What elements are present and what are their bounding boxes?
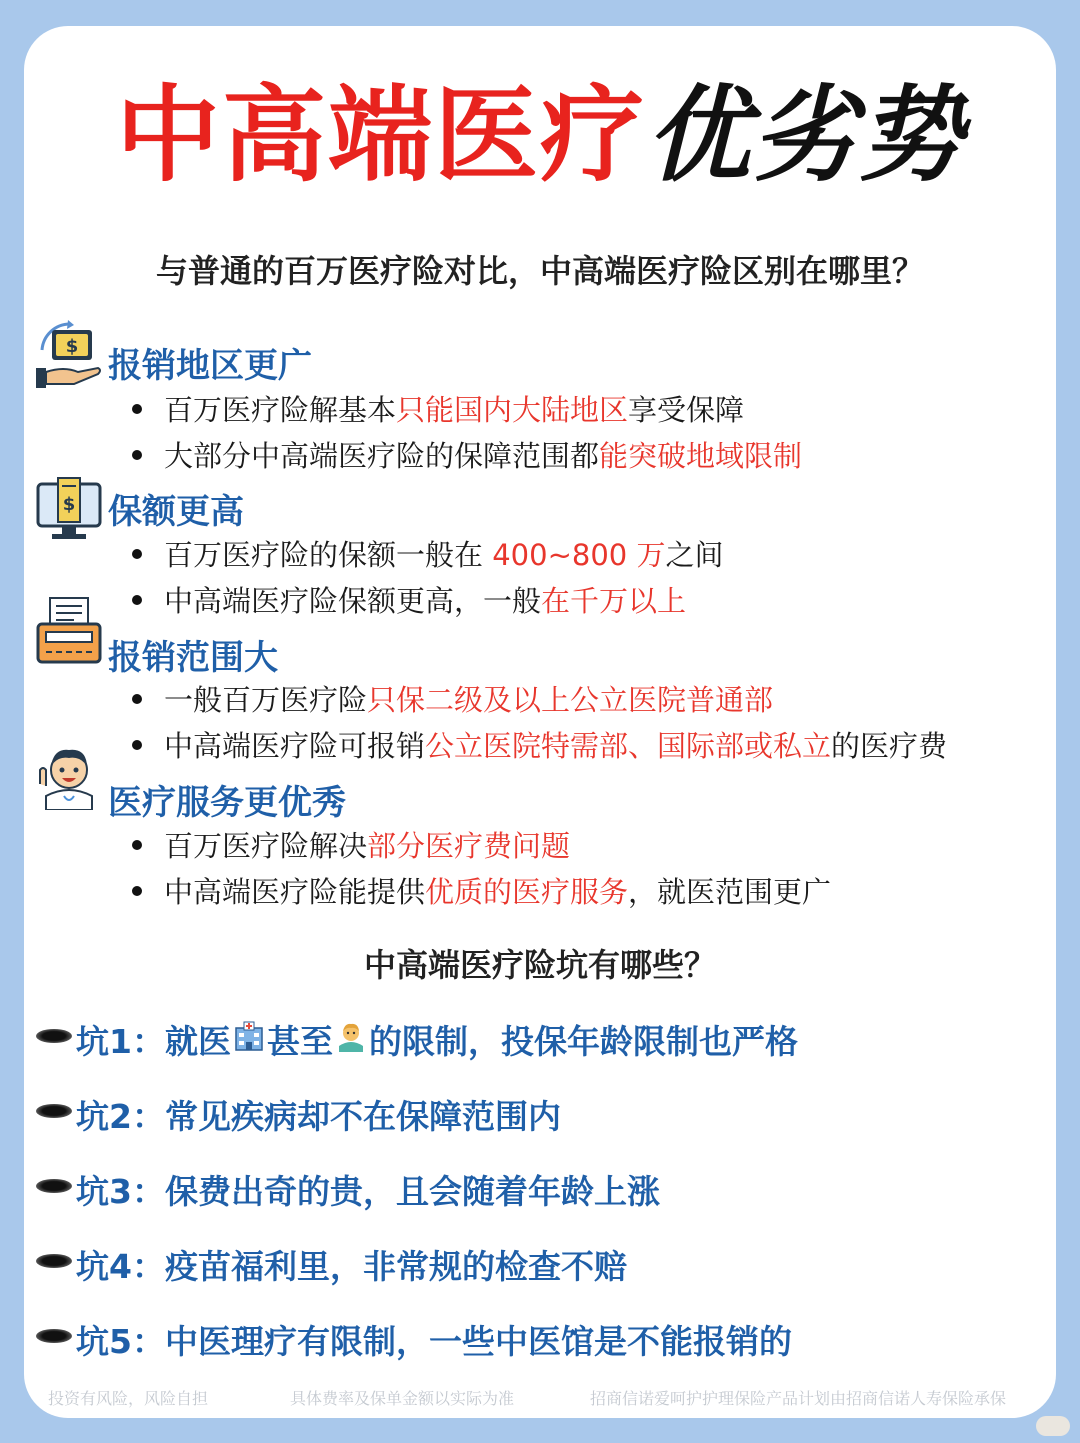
bullet-dot-icon [132,740,142,750]
bullet-highlight: 能突破地域限制 [599,439,803,473]
title-black-part: 优劣势 [646,74,965,196]
bullet-highlight: 只保二级及以上公立医院普通部 [367,683,774,717]
bullet-text: 的医疗费 [831,729,948,763]
hole-icon [36,1254,72,1268]
bullet-dot-icon [132,886,142,896]
svg-text:$: $ [62,494,76,515]
pit-text: 甚至 [266,1022,333,1061]
footer-disclaimer-risk: 投资有风险，风险自担 [48,1389,209,1408]
doctor-icon [34,740,104,810]
bullet-item [132,390,744,430]
pits-question: 中高端医疗险坑有哪些？ [363,946,716,984]
bullet-text: 百万医疗险解基本 [164,393,397,427]
bullet-dot-icon [132,694,142,704]
bullet-text: 百万医疗险的保额一般在 [164,538,493,572]
receipt-printer-icon [34,596,104,666]
bullet-text: ，就医范围更广 [628,875,832,909]
footer-disclaimer-rate: 具体费率及保单金额以实际为准 [290,1389,515,1408]
bullet-highlight: 只能国内大陆地区 [396,393,629,427]
bullet-text: 百万医疗险解决 [164,829,368,863]
bullet-text: 中高端医疗险能提供 [164,875,426,909]
footer-disclaimer-insurer: 招商信诺爱呵护护理保险产品计划由招商信诺人寿保险承保 [590,1389,1007,1408]
bullet-highlight: 在千万以上 [541,584,687,618]
bullet-text: 中高端医疗险可报销 [164,729,426,763]
pit-text: 坑1：就医 [76,1022,231,1061]
bullet-highlight: 公立医院特需部、国际部或私立 [425,729,832,763]
bullet-text: 享受保障 [628,393,745,427]
bullet-item [132,680,773,720]
pit-text: 坑4：疫苗福利里，非常规的检查不赔 [76,1247,627,1286]
section-heading-amount: 保额更高 [108,492,244,532]
pit-text: 坑2：常见疾病却不在保障范围内 [76,1097,561,1136]
pit-item [36,1241,627,1287]
bullet-item [132,581,686,621]
bullet-dot-icon [132,840,142,850]
hole-icon [36,1104,72,1118]
bullet-dot-icon [132,404,142,414]
pit-text: 的限制，投保年龄限制也严格 [368,1022,798,1061]
bullet-text: 之间 [665,538,724,572]
hole-icon [36,1179,72,1193]
bullet-item [132,726,947,766]
money-hand-icon [34,320,104,390]
bullet-item [132,872,831,912]
bullet-text: 大部分中高端医疗险的保障范围都 [164,439,600,473]
bullet-dot-icon [132,450,142,460]
hole-icon [36,1029,72,1043]
section-heading-region: 报销地区更广 [108,346,312,386]
health-worker-icon [335,1020,367,1052]
bullet-item [132,826,570,866]
bullet-highlight: 部分医疗费问题 [367,829,571,863]
bullet-highlight: 400~800 万 [492,538,666,572]
page-title [0,70,1080,200]
bullet-dot-icon [132,595,142,605]
bullet-item [132,535,723,575]
invoice-monitor-icon [34,474,104,544]
hole-icon [36,1329,72,1343]
bullet-dot-icon [132,549,142,559]
section-heading-service: 医疗服务更优秀 [108,783,346,823]
pit-text: 坑5：中医理疗有限制，一些中医馆是不能报销的 [76,1322,792,1361]
bullet-item [132,436,802,476]
comparison-question: 与普通的百万医疗险对比，中高端医疗险区别在哪里？ [155,252,924,290]
bullet-text: 中高端医疗险保额更高，一般 [164,584,542,618]
section-heading-scope: 报销范围大 [108,638,278,678]
pit-item [36,1016,798,1062]
bullet-text: 一般百万医疗险 [164,683,368,717]
pit-item [36,1091,561,1137]
hospital-icon [233,1020,265,1052]
pit-item [36,1316,792,1362]
watermark-badge [1036,1416,1070,1436]
svg-text:$: $ [65,336,79,357]
pit-text: 坑3：保费出奇的贵，且会随着年龄上涨 [76,1172,660,1211]
pit-item [36,1166,660,1212]
bullet-highlight: 优质的医疗服务 [425,875,629,909]
title-red-part: 中高端医疗 [115,74,646,196]
